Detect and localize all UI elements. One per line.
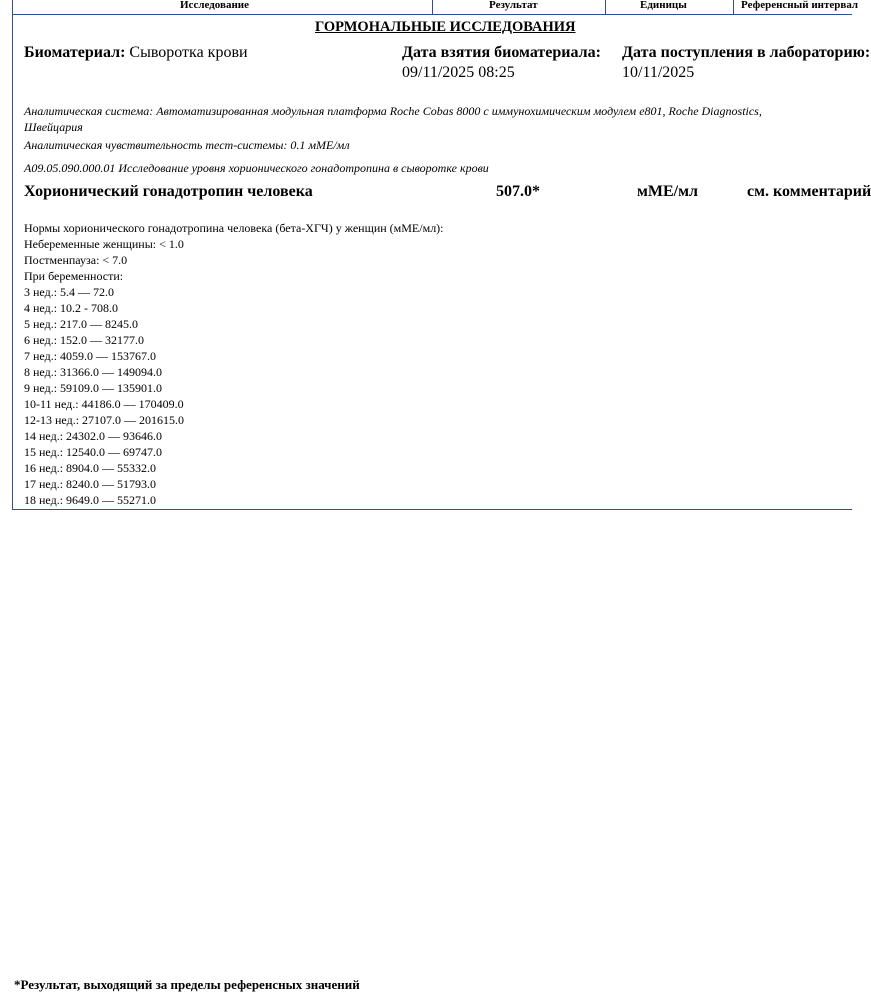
analytical-system-line: Аналитическая система: Автоматизированная модульная платформа Roche Cobas 8000 с иммунохимическим модулем e801, Roche Diagnostics, [24,104,762,118]
biomaterial [24,44,248,62]
norms-line: 9 нед.: 59109.0 — 135901.0 [24,381,163,395]
result-value: 507.0* [496,183,540,200]
norms-line: Постменпауза: < 7.0 [24,253,128,267]
norms-line: 12-13 нед.: 27107.0 — 201615.0 [24,413,185,427]
result-units: мМЕ/мл [637,183,698,200]
norms-line: Нормы хорионического гонадотропина человека (бета-ХГЧ) у женщин (мМЕ/мл): [24,221,444,235]
header-study: Исследование [180,0,250,11]
analytical-system-line: Швейцария [24,120,83,134]
header-separator [733,0,734,15]
norms-line: При беременности: [24,269,124,283]
norms-line: 3 нед.: 5.4 — 72.0 [24,285,115,299]
norms-line: 17 нед.: 8240.0 — 51793.0 [24,477,157,491]
footnote: *Результат, выходящий за пределы референсных значений [14,977,360,992]
norms-line: 8 нед.: 31366.0 — 149094.0 [24,365,163,379]
result-reference: см. комментарий [747,183,871,200]
section-title: ГОРМОНАЛЬНЫЕ ИССЛЕДОВАНИЯ [315,19,576,35]
header-units: Единицы [640,0,687,11]
lab-receipt-date-label: Дата поступления в лабораторию: [622,44,871,61]
norms-line: 4 нед.: 10.2 - 708.0 [24,301,119,315]
reference-norms-list [24,220,444,508]
header-separator [432,0,433,15]
norms-line: 16 нед.: 8904.0 — 55332.0 [24,461,157,475]
test-code-line: A09.05.090.000.01 Исследование уровня хорионического гонадотропина в сыворотке крови [24,161,489,175]
header-reference: Референсный интервал [741,0,859,11]
sampling-date-label: Дата взятия биоматериала: [402,44,601,61]
norms-line: Небеременные женщины: < 1.0 [24,237,184,251]
norms-line: 7 нед.: 4059.0 — 153767.0 [24,349,157,363]
sampling-date-value: 09/11/2025 08:25 [402,64,515,81]
norms-line: 5 нед.: 217.0 — 8245.0 [24,317,139,331]
header-separator [605,0,606,15]
norms-line: 6 нед.: 152.0 — 32177.0 [24,333,145,347]
lab-receipt-date-value: 10/11/2025 [622,64,695,81]
result-test-name: Хорионический гонадотропин человека [24,183,313,200]
header-result: Результат [489,0,538,11]
biomaterial-value: Сыворотка крови [129,44,248,61]
norms-line: 18 нед.: 9649.0 — 55271.0 [24,493,157,507]
biomaterial-label: Биоматериал: [24,44,126,61]
norms-line: 10-11 нед.: 44186.0 — 170409.0 [24,397,184,411]
sensitivity-note: Аналитическая чувствительность тест-системы: 0.1 мМЕ/мл [24,138,350,152]
norms-line: 15 нед.: 12540.0 — 69747.0 [24,445,163,459]
norms-line: 14 нед.: 24302.0 — 93646.0 [24,429,163,443]
results-table-header [12,0,859,15]
